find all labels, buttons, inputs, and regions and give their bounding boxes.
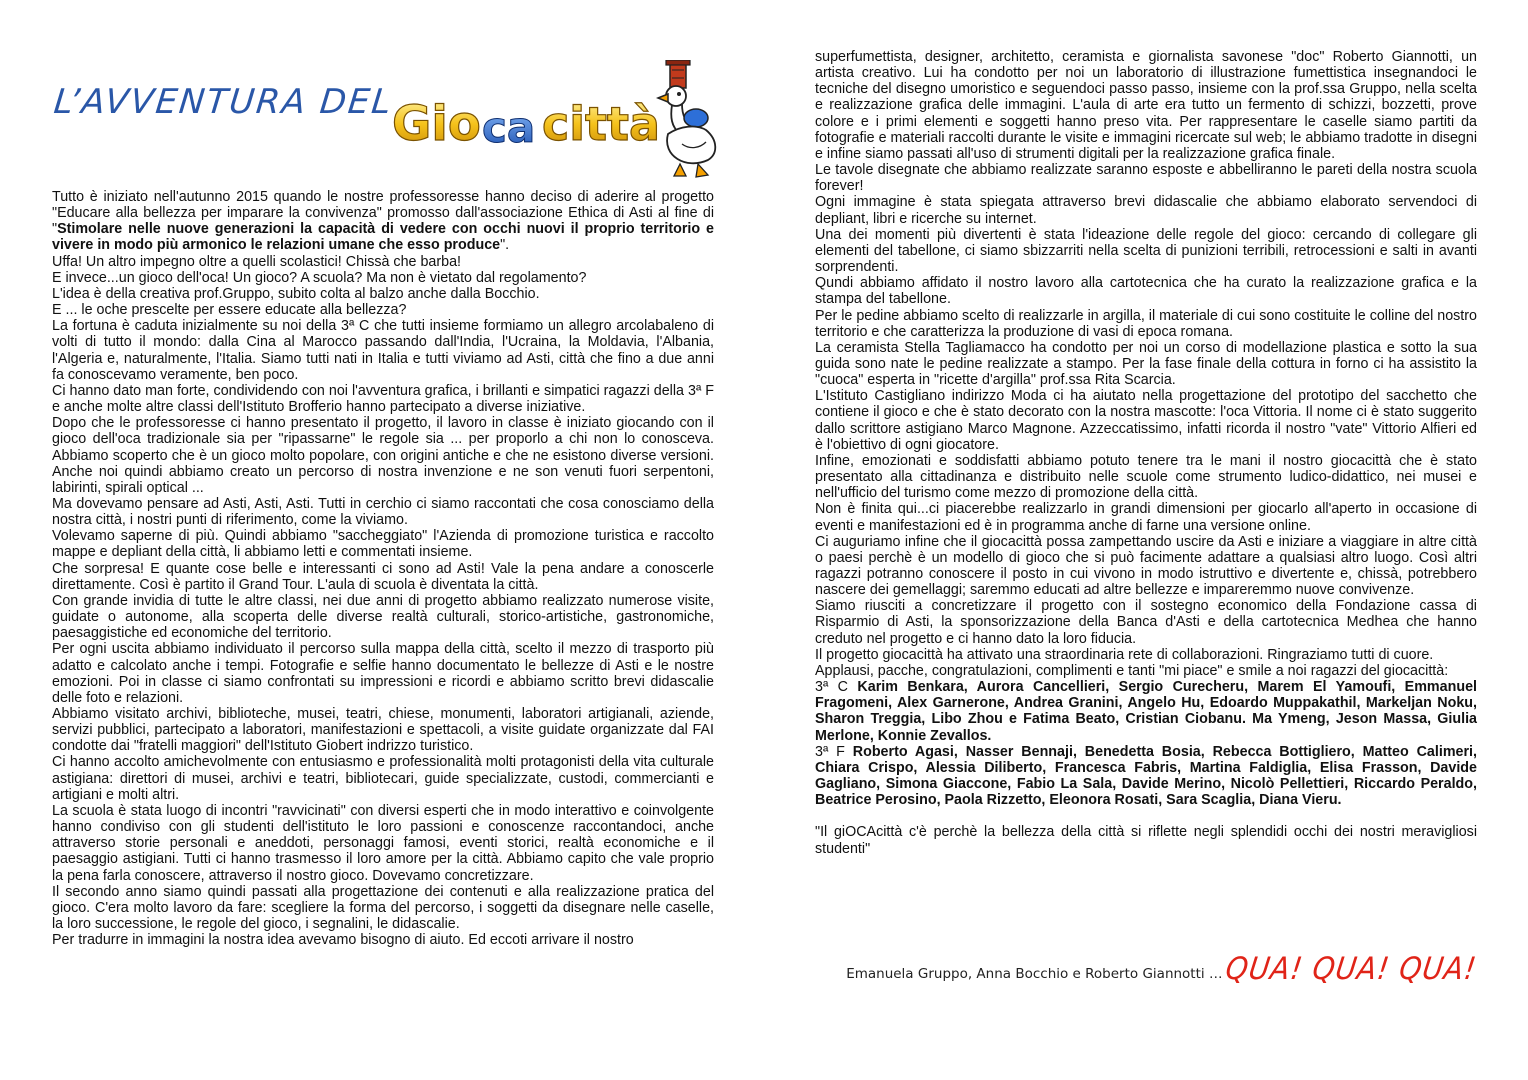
svg-text:città: città (542, 97, 661, 151)
paragraph: superfumettista, designer, architetto, ceramista e giornalista savonese "doc" Roberto Giannotti, un artista creativo. Lui ha condotto per noi un laboratorio di illustrazione fumettistica insegnandoci le tecniche del disegno umoristico e seguendoci passo passo, insieme con la prof.ssa Gruppo, nella scelta e realizzazione grafica delle immagini. L'aula di arte era tutto un fermento di schizzi, bozzetti, prove colore e i primi elementi e soggetti hanno preso vita. Per rappresentare le caselle siamo partiti da fotografie e materiali raccolti durante le visite e immagini ricercate sul web; le abbiamo tradotte in disegni e infine siamo passati all'uso di strumenti digitali per la realizzazione grafica finale. (815, 49, 1477, 162)
signature-names: Emanuela Gruppo, Anna Bocchio e Roberto Giannotti … (846, 966, 1223, 982)
paragraph: Volevamo saperne di più. Quindi abbiamo "saccheggiato" l'Azienda di promozione turistica e raccolto mappe e depliant della città, li abbiamo letti e commentati insieme. (52, 528, 714, 561)
paragraph: Abbiamo visitato archivi, biblioteche, musei, teatri, chiese, monumenti, laboratori artigianali, aziende, servizi pubblici, partecipato a laboratori, manifestazioni e spettacoli, a visite guidate organizzate dal FAI condotte dai "fratelli maggiori" dell'Istituto Giobert indrizzo turistico. (52, 706, 714, 755)
paragraph: Qundi abbiamo affidato il nostro lavoro alla cartotecnica che ha curato la realizzazione grafica e la stampa del tabellone. (815, 275, 1477, 308)
class-3f-label: 3ª F (815, 743, 853, 760)
paragraph: E invece...un gioco dell'oca! Un gioco? A scuola? Ma non è vietato dal regolamento? (52, 269, 587, 286)
paragraph: Che sorpresa! E quante cose belle e interessanti ci sono ad Asti! Vale la pena andare a conoscerle direttamente. Così è partito il Grand Tour. L'aula di scuola è diventata la città. (52, 560, 714, 593)
class-3c-students (815, 679, 1477, 744)
paragraph: Per le pedine abbiamo scelto di realizzarle in argilla, il materiale di cui sono costituite le colline del nostro territorio e che caratterizza la produzione di vasi di epoca romana. (815, 307, 1477, 340)
svg-text:Gio: Gio (392, 96, 481, 152)
paragraph: Ma dovevamo pensare ad Asti, Asti, Asti. Tutti in cerchio ci siamo raccontati che cosa conosciamo della nostra città, i nostri punti di riferimento, come la viviamo. (52, 495, 714, 529)
paragraph: E ... le oche prescelte per essere educate alla bellezza? (52, 302, 407, 319)
paragraph: Infine, emozionati e soddisfatti abbiamo potuto tenere tra le mani il nostro giocacittà che è stato presentato alla cittadinanza e distribuito nelle scuole come strumento ludico-didattico, nei musei e nell'ufficio del turismo come mezzo di promozione della città. (815, 452, 1477, 502)
paragraph: Ci hanno dato man forte, condividendo con noi l'avventura grafica, i brillanti e simpatici ragazzi della 3ª F e anche molte altre classi dell'Istituto Brofferio hanno partecipato a diverse iniziative. (52, 382, 714, 416)
paragraph: Ci auguriamo infine che il giocacittà possa zampettando uscire da Asti e iniziare a viaggiare in altre città o paesi perchè è un modello di gioco che si può facimente adattare a qualsiasi altro luogo. Così altri ragazzi potranno conoscere il posto in cui vivono in modo istruttivo e divertente e, chissà, potrebbero nascere dei gemellaggi; saremmo educati ad altre bellezze e impareremmo nuove convivenze. (815, 533, 1477, 599)
class-3f-names: Roberto Agasi, Nasser Bennaji, Benedetta Bosia, Rebecca Bottigliero, Matteo Calimeri, Chiara Crispo, Alessia Diliberto, Francesca Fabris, Martina Faldiglia, Elisa Frasson, Davide Gagliano, Simona Giaccone, Fabio La Sala, Davide Merino, Nicolò Pellettieri, Riccardo Peraldo, Beatrice Perosino, Paola Rizzetto, Eleonora Rosati, Sara Scaglia, Diana Vieru. (815, 743, 1477, 809)
paragraph: Il secondo anno siamo quindi passati alla progettazione dei contenuti e alla realizzazione pratica del gioco. C'era molto lavoro da fare: scegliere la forma del percorso, i soggetti da disegnare nelle caselle, la loro successione, le regole del gioco, i segnalini, le didascalie. (52, 883, 714, 933)
paragraph: Tutto è iniziato nell'autunno 2015 quando le nostre professoresse hanno deciso di aderire al progetto "Educare alla bellezza per imparare la convivenza" promosso dall'associazione Ethica di Asti al fine di "Stimolare nelle nuove generazioni la capacità di vedere con occhi nuovi il proprio territorio e vivere in modo più armonico le relazioni umane che esso produce". (52, 189, 714, 254)
paragraph: Siamo riusciti a concretizzare il progetto con il sostegno economico della Fondazione cassa di Risparmio di Asti, la sponsorizzazione della Banca d'Asti e della cartotecnica Medhea che hanno creduto nel progetto e ci hanno dato la loro fiducia. (815, 598, 1477, 647)
goose-mascot-icon (658, 60, 715, 177)
paragraph: Ogni immagine è stata spiegata attraverso brevi didascalie che abbiamo elaborato servendoci di depliant, libri e ricerche su internet. (815, 194, 1477, 227)
signature (815, 950, 1480, 987)
class-3c-label: 3ª C (815, 679, 858, 696)
paragraph: L'Istituto Castigliano indirizzo Moda ci ha aiutato nella progettazione del prototipo del sacchetto che contiene il gioco e che è stato decorato con la nostra mascotte: l'oca Vittoria. Il nome ci è stato suggerito dallo scrittore astigiano Marco Magnone. Azzeccatissimo, infatti ricorda il nostro "vate" Vittorio Alfieri ed è l'obiettivo di ogni giocatore. (815, 388, 1477, 453)
paragraph: Per ogni uscita abbiamo individuato il percorso sulla mappa della città, scelto il mezzo di trasporto più adatto e calcolato anche i tempi. Fotografie e selfie hanno documentato le bellezze di Asti e le nostre emozioni. Poi in classe ci siamo confrontati su impressioni e ricordi e abbiamo scritto brevi didascalie delle foto e relazioni. (52, 641, 714, 706)
closing-quote: "Il giOCAcittà c'è perchè la bellezza della città si riflette negli splendidi occhi dei nostri meravigliosi studenti" (815, 824, 1477, 857)
paragraph: La ceramista Stella Tagliamacco ha condotto per noi un corso di modellazione plastica e sotto la sua guida sono nate le pedine realizzate a stampo. Per la fase finale della cottura in forno ci ha assistito la "cuoca" esperta in "ricette d'argilla" prof.ssa Rita Scarcia. (815, 339, 1477, 389)
article-left-column (52, 189, 714, 948)
header (51, 52, 714, 172)
paragraph: L'idea è della creativa prof.Gruppo, subito colta al balzo anche dalla Bocchio. (52, 285, 540, 302)
class-3f-students (815, 744, 1477, 809)
logo-graphic (390, 60, 720, 180)
paragraph: Le tavole disegnate che abbiamo realizzate saranno esposte e abbelliranno le pareti della nostra scuola forever! (815, 162, 1477, 195)
paragraph: Uffa! Un altro impegno oltre a quelli scolastici! Chissà che barba! (52, 253, 461, 270)
paragraph: Con grande invidia di tutte le altre classi, nei due anni di progetto abbiamo realizzato numerose visite, guidate o autonome, alla scoperta delle diverse realtà culturali, storico-artistiche, gastronomiche, paesaggistiche ed economiche del territorio. (52, 592, 714, 642)
article-right-column (815, 49, 1477, 857)
paragraph: Una dei momenti più divertenti è stata l'ideazione delle regole del gioco: cercando di collegare gli elementi del tabellone, ci siamo sbizzarriti nella scelta di punizioni terribili, retrocessioni e salti in avanti sorprendenti. (815, 226, 1477, 276)
page-title: L’AVVENTURA DEL (51, 82, 395, 122)
qua-qua-qua: QUA! QUA! QUA! (1223, 950, 1480, 987)
svg-text:ca: ca (482, 103, 536, 152)
paragraph: Il progetto giocacittà ha attivato una straordinaria rete di collaborazioni. Ringraziamo tutti di cuore. (815, 646, 1434, 663)
paragraph: Applausi, pacche, congratulazioni, complimenti e tanti "mi piace" e smile a noi ragazzi del giocacittà: (815, 662, 1449, 679)
giococitta-logo (390, 60, 720, 180)
paragraph: La fortuna è caduta inizialmente su noi della 3ª C che tutti insieme formiamo un allegro arcolabaleno di volti di tutto il mondo: dalla Cina al Marocco passando dall'India, l'Ucraina, la Moldavia, l'Albania, l'Algeria e, naturalmente, l'Italia. Siamo tutti nati in Italia e tutti viviamo ad Asti, città che fino a due anni fa conoscevamo veramente, ben poco. (52, 318, 714, 383)
paragraph: Non è finita qui...ci piacerebbe realizzarlo in grandi dimensioni per giocarlo all'aperto in occasione di eventi e manifestazioni ed è in programma anche di farne una versione online. (815, 501, 1477, 534)
class-3c-names: Karim Benkara, Aurora Cancellieri, Sergio Curecheru, Marem El Yamoufi, Emmanuel Fragomeni, Alex Garnerone, Andrea Granini, Angelo Hu, Edoardo Muppakathil, Markeljan Noku, Sharon Treggia, Libo Zhou e Fatima Beato, Cristian Ciobanu. Ma Ymeng, Jeson Massa, Giulia Merlone, Konnie Zevallos. (815, 679, 1477, 744)
paragraph: La scuola è stata luogo di incontri "ravvicinati" con diversi esperti che in modo interattivo e coinvolgente hanno condiviso con gli studenti dell'istituto le loro passioni e conoscenze raccontandoci, anche attraverso storie personali e aneddoti, personaggi famosi, eventi storici, realtà economiche e il paesaggio astigiani. Tutti ci hanno trasmesso il loro amore per la città. Abbiamo capito che vale proprio la pena farla conoscere, attraverso il nostro gioco. Dovevamo concretizzare. (52, 802, 714, 884)
paragraph: Per tradurre in immagini la nostra idea avevamo bisogno di aiuto. Ed eccoti arrivare il nostro (52, 932, 634, 949)
paragraph: Dopo che le professoresse ci hanno presentato il progetto, il lavoro in classe è iniziato giocando con il gioco dell'oca tradizionale sia per "ripassarne" le regole sia ... per proporlo a chi non lo conosceva. Abbiamo scoperto che è un gioco molto popolare, con origini antiche e che ne esistono diverse versioni. Anche noi quindi abbiamo creato un percorso di nostra invenzione e ne son venuti fuori serpentoni, labirinti, spirali optical ... (52, 415, 714, 496)
paragraph: Ci hanno accolto amichevolmente con entusiasmo e professionalità molti protagonisti della vita culturale astigiana: direttori di musei, archivi e teatri, bibliotecari, guide specializzate, custodi, commercianti e artigiani e molti altri. (52, 754, 714, 803)
project-goal-quote: Stimolare nelle nuove generazioni la capacità di vedere con occhi nuovi il proprio territorio e vivere in modo più armonico le relazioni umane che esso produce (52, 221, 714, 254)
